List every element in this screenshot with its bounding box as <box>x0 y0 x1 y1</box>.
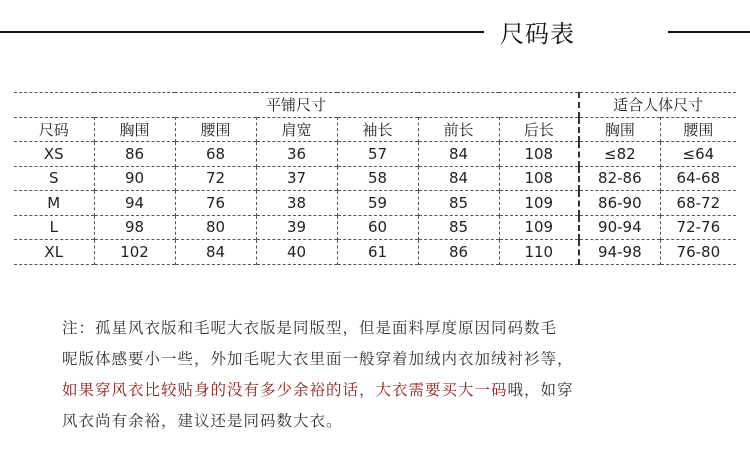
col-header-body-chest: 胸围 <box>579 117 660 142</box>
table-cell: ≤82 <box>579 142 660 167</box>
table-cell: 68 <box>175 142 256 167</box>
table-cell: 58 <box>337 166 418 191</box>
col-header-sleeve: 袖长 <box>337 117 418 142</box>
group-header-row <box>14 93 736 118</box>
table-row <box>14 142 736 167</box>
size-chart-table <box>14 92 736 265</box>
table-cell: XL <box>44 242 64 261</box>
table-cell: 64-68 <box>660 166 736 191</box>
table-cell: ≤64 <box>660 142 736 167</box>
table-cell: 60 <box>337 215 418 240</box>
table-cell: 40 <box>256 240 337 265</box>
col-header-front-length: 前长 <box>418 117 499 142</box>
table-cell: 98 <box>94 215 175 240</box>
table-cell: 84 <box>175 240 256 265</box>
note-line: 呢版体感要小一些，外加毛呢大衣里面一般穿着加绒内衣加绒衬衫等， <box>62 350 574 368</box>
table-cell: 61 <box>337 240 418 265</box>
page-title: 尺码表 <box>500 20 575 48</box>
table-cell: 109 <box>499 215 579 240</box>
col-header-waist: 腰围 <box>175 117 256 142</box>
table-cell: 38 <box>256 191 337 216</box>
table-cell: 59 <box>337 191 418 216</box>
header-rule-left <box>0 31 484 33</box>
table-row <box>14 240 736 265</box>
table-cell: 85 <box>418 191 499 216</box>
group-flat-measurements: 平铺尺寸 <box>266 96 327 115</box>
note-text: 哦，如穿 <box>507 381 574 399</box>
table-cell: 72-76 <box>660 215 736 240</box>
table-row <box>14 215 736 240</box>
table-cell: 80 <box>175 215 256 240</box>
col-header-shoulder: 肩宽 <box>256 117 337 142</box>
table-cell: 68-72 <box>660 191 736 216</box>
table-cell: 109 <box>499 191 579 216</box>
table-cell: 84 <box>418 166 499 191</box>
table-cell: 37 <box>256 166 337 191</box>
note-line: 风衣尚有余裕，建议还是同码数大衣。 <box>62 412 343 430</box>
group-body-measurements: 适合人体尺寸 <box>579 93 736 118</box>
note-line-highlighted <box>62 376 722 404</box>
col-header-back-length: 后长 <box>499 117 579 142</box>
table-cell: 90-94 <box>579 215 660 240</box>
table-row <box>14 191 736 216</box>
note-line: 注：孤星风衣版和毛呢大衣版是同版型，但是面料厚度原因同码数毛 <box>62 319 558 337</box>
table-cell: S <box>48 169 59 188</box>
table-cell: 84 <box>418 142 499 167</box>
col-header-body-waist: 腰围 <box>660 117 736 142</box>
table-cell: 72 <box>175 166 256 191</box>
column-header-row <box>14 117 736 142</box>
table-cell: 108 <box>499 142 579 167</box>
table-cell: 86-90 <box>579 191 660 216</box>
table-cell: 108 <box>499 166 579 191</box>
table-cell: 39 <box>256 215 337 240</box>
page-header <box>0 0 750 60</box>
note-highlight: 如果穿风衣比较贴身的没有多少余裕的话，大衣需要买大一码 <box>62 381 508 399</box>
table-row <box>14 166 736 191</box>
table-cell: 76-80 <box>660 240 736 265</box>
table-cell: 94 <box>94 191 175 216</box>
table-cell: 102 <box>94 240 175 265</box>
col-header-chest: 胸围 <box>94 117 175 142</box>
table-cell: 76 <box>175 191 256 216</box>
table-cell: XS <box>43 144 64 163</box>
table-cell: 57 <box>337 142 418 167</box>
table-cell: 86 <box>94 142 175 167</box>
table-cell: L <box>49 218 58 237</box>
size-notes <box>62 314 722 438</box>
table-cell: 90 <box>94 166 175 191</box>
col-header-size: 尺码 <box>38 120 69 139</box>
table-cell: 82-86 <box>579 166 660 191</box>
table-cell: M <box>47 193 61 212</box>
table-cell: 85 <box>418 215 499 240</box>
header-rule-right <box>668 31 750 33</box>
table-cell: 36 <box>256 142 337 167</box>
table-cell: 94-98 <box>579 240 660 265</box>
table-cell: 86 <box>418 240 499 265</box>
table-cell: 110 <box>499 240 579 265</box>
